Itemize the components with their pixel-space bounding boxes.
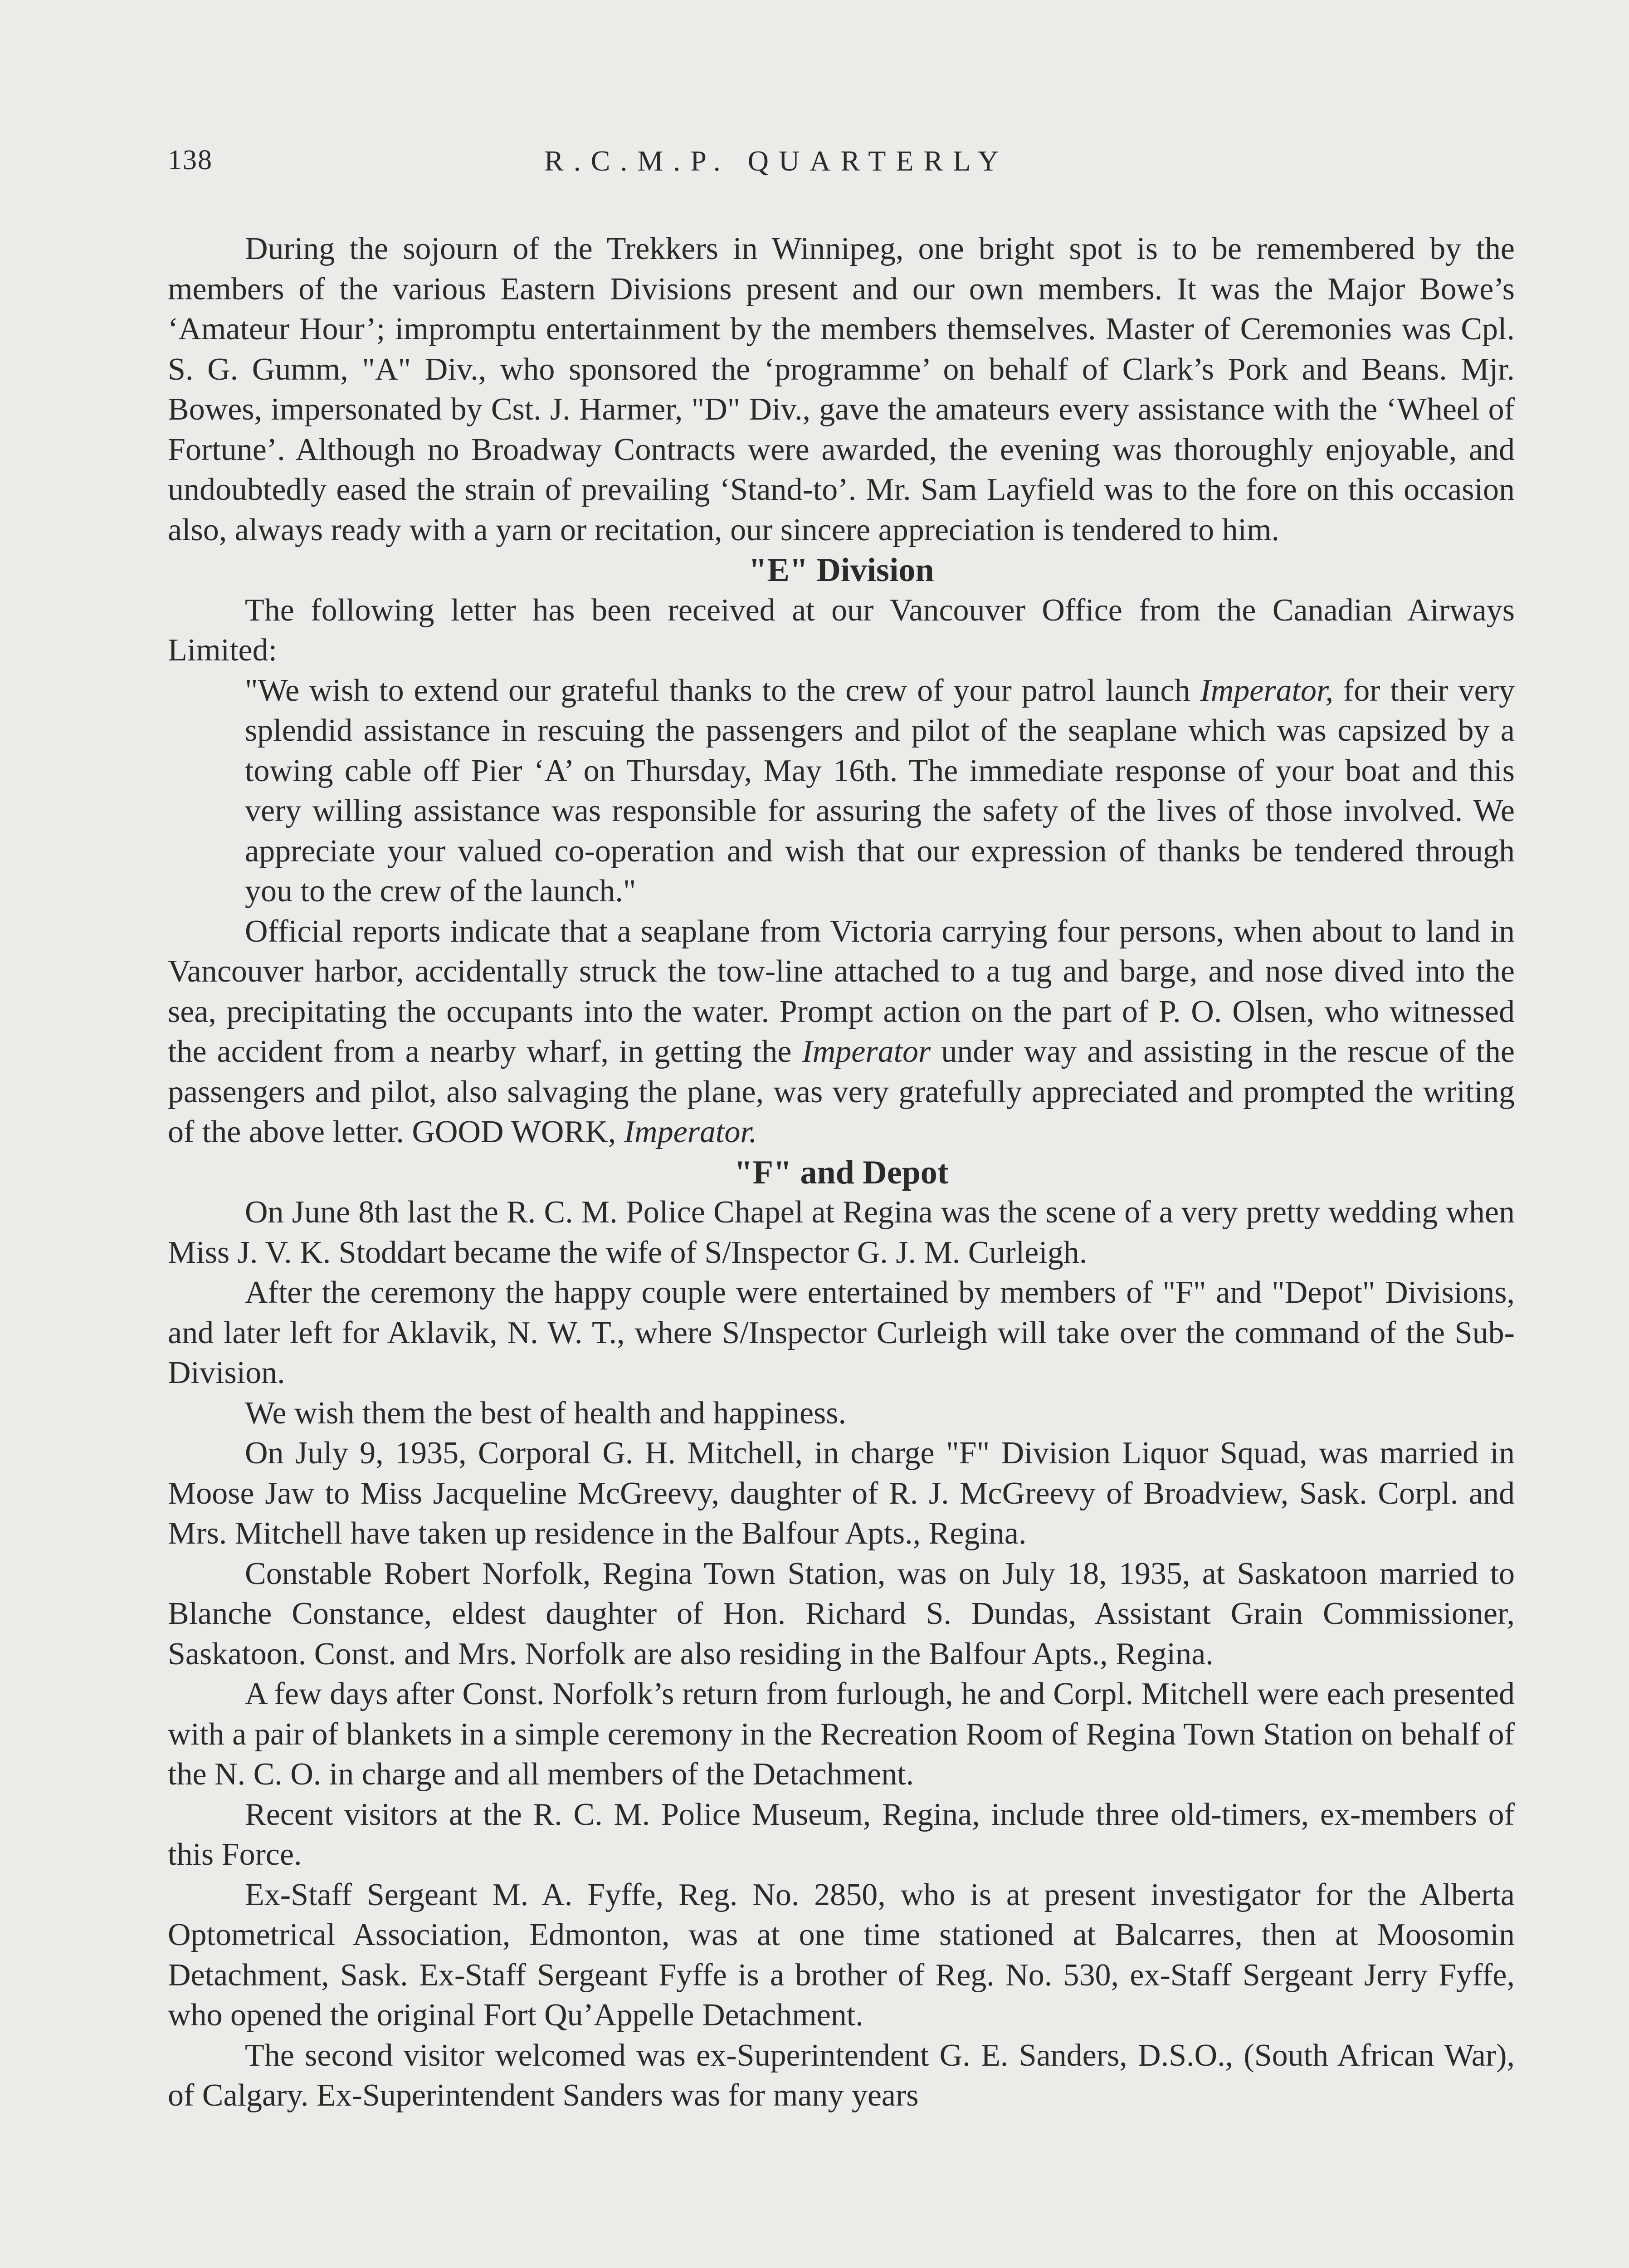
paragraph-stoddart-curleigh-wedding: On June 8th last the R. C. M. Police Chapel at Regina was the scene of a very pretty wedding when Miss J. V. K. Stoddart became the wife of S/Inspector G. J. M. Curleigh.: [168, 1195, 1515, 1270]
heading-f-and-depot: "F" and Depot: [734, 1154, 949, 1191]
paragraph-winnipeg-amateur-hour: During the sojourn of the Trekkers in Winnipeg, one bright spot is to be remembered by the members of the various Eastern Divisions present and our own members. It was the Major Bowe’s ‘Amateur Hour’; impromptu entertainment by the members themselves. Master of Ceremonies was Cpl. S. G. Gumm, "A" Div., who sponsored the ‘programme’ on behalf of Clark’s Pork and Beans. Mjr. Bowes, impersonated by Cst. J. Harmer, "D" Div., gave the amateurs every assistance with the ‘Wheel of Fortune’. Although no Broadway Contracts were awarded, the evening was thoroughly enjoyable, and undoubtedly eased the strain of prevailing ‘Stand-to’. Mr. Sam Layfield was to the fore on this occasion also, always ready with a yarn or recitation, our sincere appreciation is tendered to him.: [168, 231, 1515, 547]
journal-title: R.C.M.P. QUARTERLY: [544, 145, 1009, 177]
paragraph-best-wishes: We wish them the best of health and happiness.: [245, 1395, 847, 1431]
page-number: 138: [168, 145, 213, 176]
paragraph-sanders: The second visitor welcomed was ex-Superintendent G. E. Sanders, D.S.O., (South African War), of Calgary. Ex-Superintendent Sanders was for many years: [168, 2038, 1515, 2113]
ship-name-imperator: Imperator.: [624, 1114, 757, 1149]
official-reports-part-2: under way and assisting in the rescue of the passengers and pilot, also salvaging the plane, was very gratefully appreciated and prompted the writing of the above letter. GOOD WORK,: [168, 1034, 1515, 1149]
paragraph-letter-intro: The following letter has been received at our Vancouver Office from the Canadian Airways Limited:: [168, 592, 1515, 668]
paragraph-mitchell-wedding: On July 9, 1935, Corporal G. H. Mitchell, in charge "F" Division Liquor Squad, was married in Moose Jaw to Miss Jacqueline McGreevy, daughter of R. J. McGreevy of Broadview, Sask. Corpl. and Mrs. Mitchell have taken up residence in the Balfour Apts., Regina.: [168, 1436, 1515, 1551]
letter-text-part-2: for their very splendid assistance in rescuing the passengers and pilot of the seaplane which was capsized by a towing cable off Pier ‘A’ on Thursday, May 16th. The immediate response of your boat and this very willing assistance was responsible for assuring the safety of the lives of those involved. We appreciate your valued co-operation and wish that our expression of thanks be tendered through you to the crew of the launch.": [245, 673, 1515, 909]
official-reports-part-1: Official reports indicate that a seaplane from Victoria carrying four persons, when about to land in Vancouver harbor, accidentally struck the tow-line attached to a tug and barge, and nose dived into the sea, precipitating the occupants into the water. Prompt action on the part of P. O. Olsen, who witnessed the accident from a nearby wharf, in getting the: [168, 914, 1515, 1069]
quoted-letter: [245, 671, 1515, 912]
paragraph-museum-visitors: Recent visitors at the R. C. M. Police Museum, Regina, include three old-timers, ex-members of this Force.: [168, 1797, 1515, 1872]
ship-name-imperator: Imperator,: [1200, 673, 1333, 708]
paragraph-blankets-presentation: A few days after Const. Norfolk’s return from furlough, he and Corpl. Mitchell were each presented with a pair of blankets in a simple ceremony in the Recreation Room of Regina Town Station on behalf of the N. C. O. in charge and all members of the Detachment.: [168, 1677, 1515, 1792]
letter-text: [245, 671, 1515, 912]
paragraph-after-ceremony: After the ceremony the happy couple were entertained by members of "F" and "Depot" Divisions, and later left for Aklavik, N. W. T., where S/Inspector Curleigh will take over the command of the Sub-Division.: [168, 1275, 1515, 1390]
article-body: [168, 229, 1515, 2116]
paragraph-fyffe: Ex-Staff Sergeant M. A. Fyffe, Reg. No. 2850, who is at present investigator for the Alberta Optometrical Association, Edmonton, was at one time stationed at Balcarres, then at Moosomin Detachment, Sask. Ex-Staff Sergeant Fyffe is a brother of Reg. No. 530, ex-Staff Sergeant Jerry Fyffe, who opened the original Fort Qu’Appelle Detachment.: [168, 1877, 1515, 2033]
paragraph-official-reports: [168, 912, 1515, 1153]
letter-text-part-1: "We wish to extend our grateful thanks to the crew of your patrol launch: [245, 673, 1190, 708]
paragraph-norfolk-wedding: Constable Robert Norfolk, Regina Town Station, was on July 18, 1935, at Saskatoon married to Blanche Constance, eldest daughter of Hon. Richard S. Dundas, Assistant Grain Commissioner, Saskatoon. Const. and Mrs. Norfolk are also residing in the Balfour Apts., Regina.: [168, 1556, 1515, 1672]
running-head: [168, 144, 1515, 185]
ship-name-imperator: Imperator: [802, 1034, 931, 1069]
heading-e-division: "E" Division: [748, 552, 934, 589]
